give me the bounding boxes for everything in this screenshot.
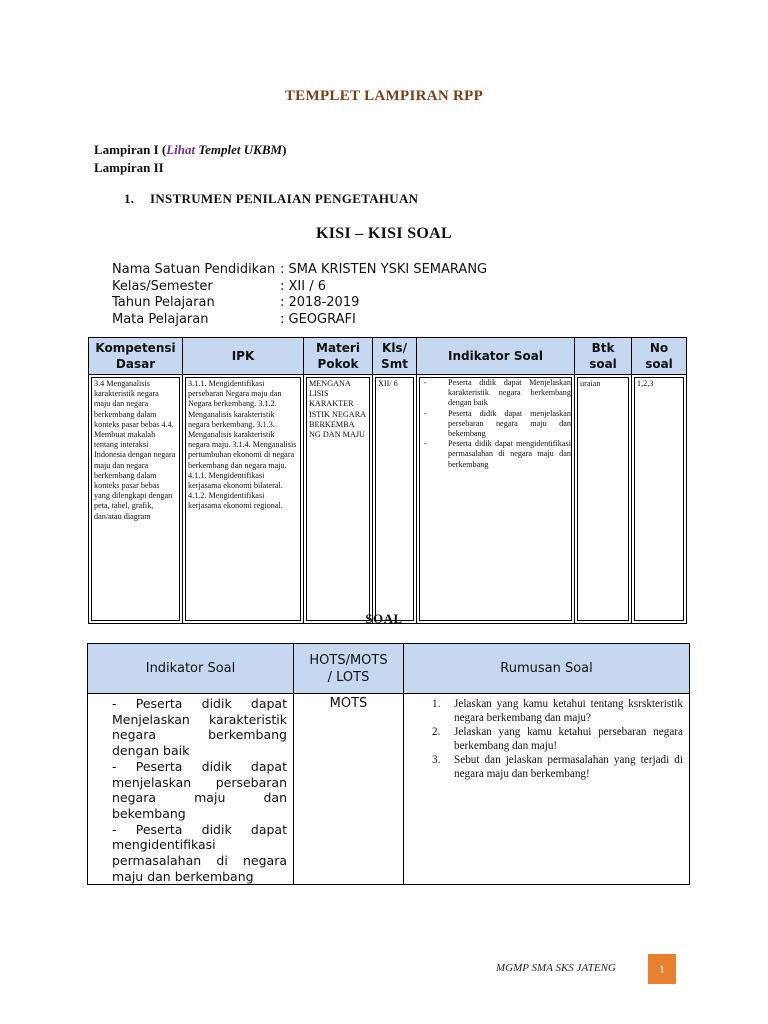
header-no-soal: No soal bbox=[632, 338, 687, 375]
list-item: - Peserta didik dapat Menjelaskan karakteristik negara berkembang dengan baik bbox=[424, 378, 571, 408]
kd-text: 3.4 Menganalisis karakteristik negara maju dan negara berkembang dalam konteks pasar bebas 4.4. Membuat makalah tentang interaksi Indonesia dengan negara maju dan negara berkembang dalam konteks pasar bebas yang dilengkapi dengan peta, tabel, grafik, dan/atau diagram bbox=[91, 377, 180, 621]
info-value: : SMA KRISTEN YSKI SEMARANG bbox=[280, 262, 488, 277]
lampiran-1-suffix: ) bbox=[282, 142, 287, 157]
lampiran-2-line: Lampiran II bbox=[94, 160, 164, 175]
header-materi-pokok: Materi Pokok bbox=[304, 338, 373, 375]
materi-cell bbox=[304, 375, 373, 624]
header-indikator-soal: Indikator Soal bbox=[417, 338, 575, 375]
soal-heading: SOAL bbox=[365, 611, 403, 626]
header-bentuk-soal: Btk soal bbox=[575, 338, 632, 375]
nomor-text: 1,2,3 bbox=[634, 377, 684, 621]
table-row bbox=[88, 694, 690, 885]
materi-text: MENGANA LISIS KARAKTER ISTIK NEGARA BERKEMBA NG DAN MAJU bbox=[306, 377, 370, 621]
lampiran-1-line bbox=[94, 142, 286, 158]
header-indikator-soal: Indikator Soal bbox=[88, 644, 294, 694]
kd-cell bbox=[89, 375, 183, 624]
list-item: - Peserta didik dapat Menjelaskan karakteristik negara berkembang dengan baik bbox=[112, 696, 287, 759]
info-row bbox=[112, 295, 487, 312]
list-item: - Peserta didik dapat menjelaskan persebaran negara maju dan bekembang bbox=[112, 758, 287, 821]
info-row bbox=[112, 262, 487, 279]
bentuk-text: uraian bbox=[577, 377, 629, 621]
kisi-table bbox=[88, 337, 687, 624]
document-title: TEMPLET LAMPIRAN RPP bbox=[284, 88, 484, 104]
section-number: 1. bbox=[124, 191, 135, 206]
soal-table bbox=[87, 643, 690, 885]
kisi-title: KISI – KISI SOAL bbox=[316, 225, 452, 242]
kls-text: XII/ 6 bbox=[375, 377, 414, 621]
info-row bbox=[112, 279, 487, 296]
hots-label: HOTS/MOTS / LOTS bbox=[309, 652, 388, 685]
header-rumusan-soal: Rumusan Soal bbox=[404, 644, 690, 694]
header-hots-mots-lots bbox=[294, 644, 404, 694]
level-cell: MOTS bbox=[294, 694, 404, 885]
indikator-cell bbox=[417, 375, 575, 624]
indikator-list bbox=[419, 377, 572, 621]
section-title: INSTRUMEN PENILAIAN PENGETAHUAN bbox=[150, 191, 419, 206]
rumusan-cell bbox=[404, 694, 690, 885]
info-label: Mata Pelajaran bbox=[112, 311, 209, 327]
list-item: - Peserta didik dapat mengidentifikasi permasalahan di negara maju dan berkembang bbox=[424, 439, 571, 469]
info-value: : XII / 6 bbox=[280, 278, 327, 294]
nomor-cell bbox=[632, 375, 687, 624]
info-label: Nama Satuan Pendidikan bbox=[112, 262, 276, 277]
page-number-badge: 1 bbox=[648, 954, 676, 984]
indikator-cell bbox=[88, 694, 294, 885]
info-label: Kelas/Semester bbox=[112, 278, 213, 294]
ipk-text: 3.1.1. Mengidentifikasi persebaran Negara maju dan Negara berkembang. 3.1.2. Menganalisis karakteristik negara berkembang. 3.1.3. Menganalisis karakteristik negara maju. 3.1.4. Menganalisis pertumbuhan ekonomi di negara berkembang dan negara maju. 4.1.1. Mengidentifikasi kerjasama ekonomi bilateral. 4.1.2. Mengidentifikasi kerjasama ekonomi regional. bbox=[185, 377, 301, 621]
info-block bbox=[112, 262, 487, 328]
info-label: Tahun Pelajaran bbox=[112, 295, 215, 310]
list-item: 3. Sebut dan jelaskan permasalahan yang terjadi di negara maju dan berkembang! bbox=[432, 754, 683, 780]
ipk-cell bbox=[183, 375, 304, 624]
info-value: : 2018-2019 bbox=[280, 295, 360, 310]
section-heading bbox=[124, 191, 418, 207]
header-kls-smt: Kls/ Smt bbox=[373, 338, 417, 375]
list-item: 1. Jelaskan yang kamu ketahui tentang ksrskteristik negara berkembang dan maju? bbox=[432, 698, 683, 724]
templet-ukbm: Templet UKBM bbox=[195, 142, 283, 157]
kls-cell bbox=[373, 375, 417, 624]
header-kompetensi-dasar: Kompetensi Dasar bbox=[89, 338, 183, 375]
list-item: - Peserta didik dapat mengidentifikasi permasalahan di negara maju dan berkembang bbox=[112, 821, 287, 884]
lampiran-1-prefix: Lampiran I ( bbox=[94, 142, 167, 157]
footer-text: MGMP SMA SKS JATENG bbox=[496, 962, 616, 974]
bentuk-cell bbox=[575, 375, 632, 624]
lihat-link[interactable]: Lihat bbox=[166, 142, 196, 157]
list-item: - Peserta didik dapat menjelaskan persebaran negara maju dan bekembang bbox=[424, 408, 571, 439]
info-row bbox=[112, 312, 487, 329]
table-row bbox=[89, 375, 687, 624]
header-ipk: IPK bbox=[183, 338, 304, 375]
list-item: 2. Jelaskan yang kamu ketahui persebaran negara berkembang dan maju! bbox=[432, 726, 683, 752]
info-value: : GEOGRAFI bbox=[280, 311, 356, 327]
